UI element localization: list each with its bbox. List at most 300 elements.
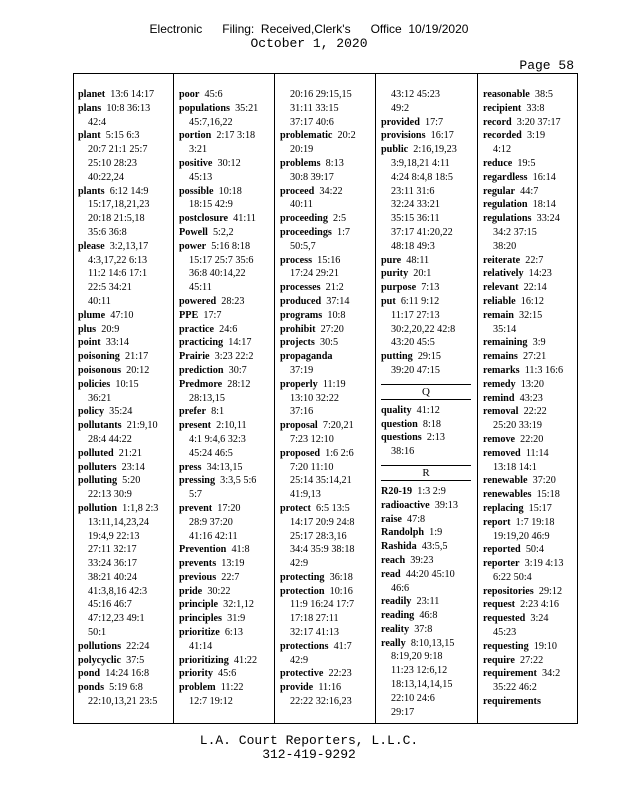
page-line-refs: 37:5 [126,654,145,666]
page-line-refs: 21:2 [325,282,344,294]
index-continuation: 20:7 21:1 25:7 [88,144,148,156]
page-line-refs: 33:24 [536,213,560,225]
index-term: question [381,418,418,430]
index-continuation: 45:23 [493,627,517,639]
index-term: Prairie [179,351,210,363]
page-line-refs: 28:23 [221,295,245,307]
index-term: really [381,637,406,649]
index-entry [78,102,171,116]
page-line-refs: 2:13 [426,432,445,444]
index-entry [179,557,272,571]
index-term: problematic [280,130,333,142]
index-entry [483,612,576,626]
index-entry [483,654,576,668]
index-continuation: 25:17 28:3,16 [290,530,347,542]
reporter-phone: 312-419-9292 [262,747,356,762]
page-line-refs: 39:13 [434,499,458,511]
page-line-refs: 43:23 [519,392,543,404]
index-term: remind [483,392,515,404]
index-continuation: 40:11 [290,199,313,211]
index-term: polluting [78,475,118,487]
index-term: pollution [78,502,118,514]
page-line-refs: 6:11 9:12 [400,295,440,307]
index-continuation: 37:17 40:6 [290,116,334,128]
index-entry [179,571,272,585]
index-term: protective [280,668,324,680]
index-term: PPE [179,309,199,321]
page-line-refs: 34:2 [542,668,561,680]
index-term: practicing [179,337,224,349]
index-entry [381,143,475,157]
index-continuation: 25:20 33:19 [493,420,542,432]
index-entry [381,281,475,295]
index-term: please [78,240,105,252]
index-continuation: 22:10 24:6 [391,692,435,704]
index-continuation: 37:16 [290,406,314,418]
index-entry [381,637,475,651]
index-continuation: 23:11 31:6 [391,185,435,197]
page-line-refs: 3:20 37:17 [516,116,561,128]
index-entry [483,336,576,350]
index-term: proceeding [280,213,328,225]
page-line-refs: 6:5 13:5 [316,502,350,514]
index-entry [381,129,475,143]
page-line-refs: 3:24 [530,613,549,625]
page-line-refs: 2:16,19,23 [413,144,457,156]
index-entry [179,405,272,419]
index-entry [78,667,171,681]
page-line-refs: 11:3 16:6 [524,364,564,376]
index-term: replacing [483,502,524,514]
index-entry [78,323,171,337]
page-line-refs: 15:16 [317,254,341,266]
index-term: pollutants [78,420,122,432]
index-term: point [78,337,101,349]
index-entry [179,226,272,240]
page-line-refs: 30:12 [217,157,241,169]
index-continuation: 30:8 39:17 [290,171,334,183]
page-line-refs: 10:8 36:13 [106,102,151,114]
page-line-refs: 41:22 [233,654,258,666]
index-term: polluters [78,461,117,473]
index-continuation: 36:21 [88,392,112,404]
index-continuation: 4:3,17,22 6:13 [88,254,148,266]
index-term: pollutions [78,640,122,652]
index-term: requirements [483,696,541,708]
index-column-1 [78,88,171,719]
page-line-refs: 32:15 [519,309,543,321]
index-entry [179,295,272,309]
index-term: planet [78,89,106,100]
index-continuation: 36:8 40:14,22 [189,268,246,280]
index-entry [78,474,171,488]
page-line-refs: 34:13,15 [206,461,243,473]
index-entry [280,129,373,143]
index-continuation: 45:24 46:5 [189,447,233,459]
index-continuation: 47:12,23 49:1 [88,613,145,625]
index-term: reading [381,610,415,622]
page-line-refs: 3:19 4:13 [524,558,564,570]
page-line-refs: 22:14 [523,282,547,294]
index-term: prediction [179,364,224,376]
page-line-refs: 13:19 [221,558,245,570]
page-line-refs: 16:17 [430,130,454,142]
index-entry [280,350,373,364]
page-line-refs: 47:10 [110,309,134,321]
page-line-refs: 7:20,21 [322,420,354,432]
index-term: requesting [483,640,529,652]
page-line-refs: 1:6 2:6 [325,447,354,459]
index-continuation: 19:19,20 46:9 [493,530,550,542]
page-line-refs: 22:7 [221,571,240,583]
index-continuation: 28:4 44:22 [88,433,132,445]
index-entry [179,681,272,695]
page-line-refs: 31:9 [227,613,246,625]
page-line-refs: 41:7 [333,640,352,652]
index-term: pond [78,668,101,680]
index-continuation: 20:18 21:5,18 [88,213,145,225]
index-continuation: 33:24 36:17 [88,558,137,570]
index-term: protection [280,585,325,597]
index-term: Predmore [179,378,223,390]
page-line-refs: 41:11 [233,213,256,225]
index-continuation: 32:24 33:21 [391,199,440,211]
index-continuation: 45:11 [189,282,212,294]
index-continuation: 34:2 37:15 [493,226,537,238]
page-line-refs: 32:1,12 [223,599,255,611]
page-line-refs: 3:3,5 5:6 [220,475,257,487]
index-term: plants [78,185,105,197]
index-term: report [483,516,511,528]
index-term: policy [78,406,105,418]
index-term: regulations [483,213,532,225]
page-line-refs: 33:14 [105,337,129,349]
page-line-refs: 11:19 [322,378,346,390]
page-line-refs: 23:14 [121,461,145,473]
index-entry [381,485,475,499]
index-continuation: 35:15 36:11 [391,213,440,225]
page-line-refs: 50:4 [525,544,544,556]
index-continuation: 35:6 36:8 [88,226,127,238]
index-continuation: 11:17 27:13 [391,309,440,321]
index-term: poor [179,89,200,100]
index-entry [381,404,475,418]
index-term: reasonable [483,89,530,100]
index-term: regular [483,185,516,197]
index-continuation: 41:9,13 [290,489,321,501]
index-entry [280,281,373,295]
index-entry [280,212,373,226]
index-term: proceedings [280,226,332,238]
index-entry [280,419,373,433]
index-continuation: 40:22,24 [88,171,124,183]
index-entry [483,281,576,295]
index-continuation: 15:17,18,21,23 [88,199,150,211]
index-entry [381,350,475,364]
index-continuation: 41:14 [189,640,213,652]
page-line-refs: 20:2 [337,130,356,142]
index-entry [483,267,576,281]
page-line-refs: 8:10,13,15 [410,637,455,649]
index-entry [179,612,272,626]
index-term: plant [78,130,101,142]
index-continuation: 38:16 [391,446,415,458]
index-entry [280,254,373,268]
page-line-refs: 35:21 [235,102,259,114]
index-entry [179,543,272,557]
index-term: prevents [179,558,217,570]
index-entry [381,431,475,445]
index-continuation: 22:13 30:9 [88,489,132,501]
index-entry [78,461,171,475]
index-term: read [381,568,401,580]
index-continuation: 38:20 [493,240,517,252]
page-line-refs: 1:7 19:18 [515,516,555,528]
page-line-refs: 30:22 [207,585,231,597]
page-line-refs: 27:21 [523,351,547,363]
page-line-refs: 1:7 [336,226,351,238]
page-line-refs: 1:1,8 2:3 [122,502,159,514]
page-line-refs: 37:20 [532,475,556,487]
index-term: require [483,654,515,666]
index-entry [381,554,475,568]
index-continuation: 4:12 [493,144,512,156]
index-entry [483,502,576,516]
index-term: reach [381,554,406,566]
index-term: prioritizing [179,654,229,666]
page-line-refs: 15:18 [536,489,560,501]
index-term: properly [280,378,318,390]
column-divider [477,74,478,723]
index-entry [179,88,272,102]
index-entry [483,474,576,488]
index-term: provided [381,116,420,128]
index-entry [280,185,373,199]
page-line-refs: 43:5,5 [421,541,448,553]
index-term: removed [483,447,521,459]
index-entry [483,171,576,185]
index-entry [179,240,272,254]
index-continuation: 6:22 50:4 [493,571,532,583]
page-line-refs: 15:17 [528,502,552,514]
index-continuation: 37:17 41:20,22 [391,226,453,238]
index-entry [381,254,475,268]
page-line-refs: 5:2,2 [212,226,234,238]
index-term: postclosure [179,213,229,225]
page-line-refs: 36:18 [329,571,353,583]
index-term: remain [483,309,514,321]
index-continuation: 14:17 20:9 24:8 [290,516,355,528]
index-entry [179,419,272,433]
index-continuation: 5:7 [189,489,203,501]
index-term: remaining [483,337,528,349]
index-continuation: 4:1 9:4,6 32:3 [189,433,246,445]
index-entry [280,295,373,309]
index-term: purpose [381,282,417,294]
index-column-4 [381,88,475,719]
index-continuation: 41:3,8,16 42:3 [88,585,148,597]
index-entry [483,295,576,309]
index-entry [179,585,272,599]
index-entry [78,447,171,461]
index-term: principles [179,613,223,625]
page-line-refs: 20:12 [126,364,150,376]
index-continuation: 42:9 [290,654,309,666]
index-continuation: 11:9 16:24 17:7 [290,599,355,611]
index-continuation: 25:10 28:23 [88,157,137,169]
index-entry [78,654,171,668]
section-letter: Q [381,384,471,400]
index-continuation: 43:12 45:23 [391,89,440,100]
index-entry [78,309,171,323]
page-line-refs: 10:8 [327,309,346,321]
index-entry [483,212,576,226]
index-term: positive [179,157,213,169]
page-line-refs: 8:1 [211,406,225,418]
index-entry [483,102,576,116]
index-continuation: 46:6 [391,582,410,594]
index-entry [179,157,272,171]
index-entry [78,405,171,419]
index-entry [483,309,576,323]
index-continuation: 35:22 46:2 [493,682,537,694]
index-term: Randolph [381,527,425,539]
index-entry [483,198,576,212]
index-entry [179,461,272,475]
page-line-refs: 11:22 [220,682,244,694]
page-line-refs: 21:9,10 [126,420,158,432]
index-term: request [483,599,516,611]
index-continuation: 50:1 [88,627,107,639]
page-line-refs: 16:12 [520,295,544,307]
page-line-refs: 10:16 [329,585,353,597]
page-line-refs: 34:22 [319,185,343,197]
index-entry [483,543,576,557]
index-continuation: 13:11,14,23,24 [88,516,150,528]
page-line-refs: 46:8 [419,610,438,622]
index-term: repositories [483,585,534,597]
index-continuation: 49:2 [391,102,410,114]
index-box [73,73,578,724]
index-continuation: 40:11 [88,295,111,307]
page-line-refs: 27:20 [320,323,344,335]
index-entry [381,568,475,582]
index-continuation: 22:10,13,21 23:5 [88,696,158,708]
page-line-refs: 5:19 6:8 [109,682,143,694]
page-line-refs: 22:24 [126,640,150,652]
index-term: public [381,144,409,156]
index-entry [381,418,475,432]
index-entry [280,585,373,599]
page-line-refs: 30:7 [228,364,247,376]
page-line-refs: 2:5 [333,213,347,225]
index-entry [483,695,576,709]
page-line-refs: 24:6 [219,323,238,335]
page-line-refs: 27:22 [519,654,544,666]
index-continuation: 39:20 47:15 [391,364,440,376]
page-line-refs: 20:1 [413,268,432,280]
column-divider [375,74,376,723]
index-term: proceed [280,185,315,197]
index-entry [483,516,576,530]
index-entry [483,447,576,461]
index-continuation: 28:13,15 [189,392,225,404]
index-continuation: 27:11 32:17 [88,544,137,556]
index-term: present [179,420,212,432]
section-letter: R [381,465,471,481]
index-continuation: 32:17 41:13 [290,627,339,639]
index-term: polycyclic [78,654,122,666]
index-term: pure [381,254,402,266]
page-line-refs: 17:7 [203,309,222,321]
index-term: polluted [78,447,114,459]
index-continuation: 35:14 [493,323,517,335]
index-term: protections [280,640,329,652]
index-term: power [179,240,207,252]
page-line-refs: 22:23 [328,668,352,680]
index-term: powered [179,295,217,307]
index-term: reduce [483,157,513,169]
index-continuation: 19:4,9 22:13 [88,530,140,542]
page-line-refs: 47:8 [407,513,426,525]
index-continuation: 50:5,7 [290,240,316,252]
index-entry [78,502,171,516]
page-line-refs: 1:9 [429,527,443,539]
index-entry [179,336,272,350]
index-term: proposed [280,447,321,459]
index-term: practice [179,323,215,335]
page-line-refs: 7:13 [421,282,440,294]
index-continuation: 18:13,14,14,15 [391,679,453,691]
index-entry [381,595,475,609]
page-line-refs: 37:14 [326,295,350,307]
page-line-refs: 16:14 [532,171,556,183]
index-continuation: 42:4 [88,116,107,128]
index-entry [381,609,475,623]
page-line-refs: 48:11 [406,254,430,266]
index-term: renewables [483,489,532,501]
index-continuation: 48:18 49:3 [391,240,435,252]
index-term: previous [179,571,217,583]
column-divider [173,74,174,723]
index-entry [179,626,272,640]
index-entry [483,116,576,130]
page-line-refs: 14:23 [528,268,552,280]
index-term: proposal [280,420,318,432]
page-line-refs: 35:24 [109,406,133,418]
index-entry [179,309,272,323]
index-entry [483,488,576,502]
index-entry [78,419,171,433]
page-line-refs: 11:16 [318,682,342,694]
index-term: regulation [483,199,528,211]
page-line-refs: 28:12 [227,378,251,390]
index-term: put [381,295,396,307]
index-entry [381,513,475,527]
index-entry [280,640,373,654]
index-entry [381,499,475,513]
index-column-2 [179,88,272,719]
index-term: remarks [483,364,520,376]
index-entry [179,129,272,143]
index-entry [78,185,171,199]
page-line-refs: 45:6 [204,89,223,100]
index-entry [78,378,171,392]
index-continuation: 31:11 33:15 [290,102,339,114]
index-term: radioactive [381,499,430,511]
index-term: prefer [179,406,206,418]
index-term: processes [280,282,321,294]
